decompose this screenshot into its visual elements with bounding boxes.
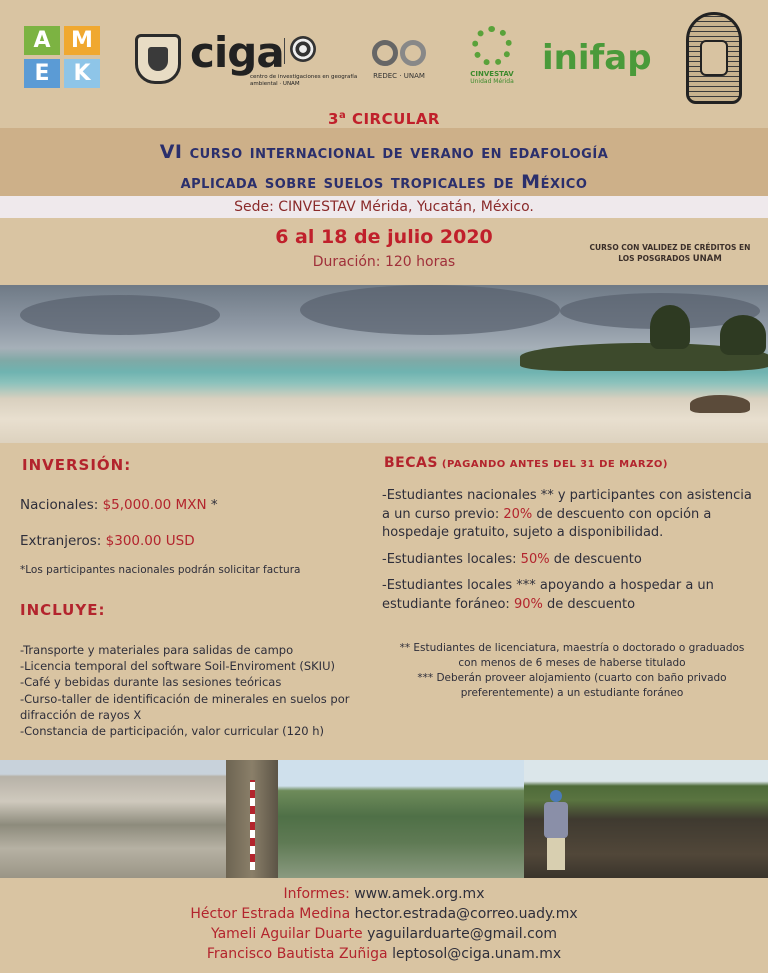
agave-field-photo [278, 760, 524, 878]
incluye-list [20, 642, 370, 739]
inifap-logo: inifap [542, 38, 652, 78]
becas-note-2: *** Deberán proveer alojamiento (cuarto con baño privado preferentemente) a un estudiante foráneo [417, 672, 727, 699]
field-worker-photo [524, 760, 768, 878]
amek-letter-m: M [64, 26, 100, 55]
beca-item: -Estudiantes locales *** apoyando a hospedar a un estudiante foráneo: 90% de descuento [382, 578, 714, 612]
palm-tree-shape [720, 315, 766, 355]
cinvestav-unit: Unidad Mérida [470, 78, 514, 85]
amek-logo [24, 26, 100, 88]
uady-face-icon [700, 40, 728, 76]
ciga-mark-icon [290, 36, 316, 62]
beca-item: -Estudiantes locales: 50% de descuento [382, 551, 642, 567]
credits-line-1: CURSO CON VALIDEZ DE CRÉDITOS EN [589, 243, 751, 252]
becas-list [382, 487, 762, 622]
website-link[interactable]: www.amek.org.mx [354, 886, 485, 902]
course-duration: Duración: 120 horas [312, 254, 456, 270]
contact-person: Francisco Bautista Zuñiga leptosol@ciga.unam.mx [206, 946, 562, 962]
email-link[interactable]: leptosol@ciga.unam.mx [387, 946, 562, 962]
inversion-heading: INVERSIÓN: [22, 456, 132, 474]
circular-band [0, 104, 768, 128]
sede-band [0, 196, 768, 218]
list-item: -Curso-taller de identificación de minerales en suelos por difracción de rayos X [20, 691, 350, 722]
sede-text: Sede: CINVESTAV Mérida, Yucatán, México. [234, 199, 534, 215]
amek-letter-k: K [64, 59, 100, 88]
email-link[interactable]: yaguilarduarte@gmail.com [362, 926, 558, 942]
becas-note-1: ** Estudiantes de licenciatura, maestría o doctorado o graduados con menos de 6 meses de haberse titulado [399, 642, 745, 669]
credits-note [580, 242, 760, 265]
beach-photo [0, 285, 768, 443]
price-extranjeros: Extranjeros: $300.00 USD [20, 533, 195, 549]
amek-letter-a: A [24, 26, 60, 55]
beca-item: -Estudiantes nacionales ** y participantes con asistencia a un curso previo: 20% de descuento con opción a hospedaje gratuito, sujeto a disponibilidad. [382, 488, 752, 540]
soil-outcrop-photo [0, 760, 226, 878]
incluye-heading: INCLUYE: [20, 601, 106, 619]
info-section [0, 443, 768, 760]
photo-strip [0, 760, 768, 878]
price-nacionales: Nacionales: $5,000.00 MXN * [20, 497, 218, 513]
redec-mark-icon [368, 38, 432, 68]
ciga-separator [284, 38, 285, 64]
ciga-wordmark: ciga [190, 28, 284, 77]
cloud-shape [20, 295, 220, 335]
ciga-logo [190, 28, 358, 88]
driftwood-shape [690, 395, 750, 413]
cinvestav-label [462, 70, 522, 86]
amek-letter-e: E [24, 59, 60, 88]
email-link[interactable]: hector.estrada@correo.uady.mx [350, 906, 578, 922]
cinvestav-name: CINVESTAV [470, 70, 514, 78]
logos-band [0, 0, 768, 104]
list-item: -Licencia temporal del software Soil-Enviroment (SKIU) [20, 659, 335, 674]
contact-person: Héctor Estrada Medina hector.estrada@correo.uady.mx [190, 906, 578, 922]
contact-person: Yameli Aguilar Duarte yaguilarduarte@gmail.com [210, 926, 558, 942]
cinvestav-mark-icon [472, 26, 512, 66]
palm-tree-shape [650, 305, 690, 349]
unam-seal-icon [135, 34, 181, 84]
cloud-shape [300, 285, 560, 335]
list-item: -Constancia de participación, valor curricular (120 h) [20, 724, 325, 739]
redec-logo [364, 38, 434, 84]
becas-heading: BECAS (PAGANDO ANTES DEL 31 DE MARZO) [384, 455, 668, 471]
dates-band [0, 218, 768, 284]
circular-label: 3$^a$ CIRCULAR [328, 110, 440, 128]
factura-note: *Los participantes nacionales podrán solicitar factura [20, 564, 301, 576]
becas-notes [392, 641, 752, 701]
soil-profile-photo [226, 760, 278, 878]
person-shape [542, 790, 570, 870]
list-item: -Transporte y materiales para salidas de campo [20, 643, 294, 657]
title-band [0, 128, 768, 196]
list-item: -Café y bebidas durante las sesiones teóricas [20, 675, 282, 690]
redec-label: REDEC · UNAM [373, 72, 425, 80]
contact-section [0, 878, 768, 973]
course-title-line-1: VI curso internacional de verano en edafología [159, 141, 609, 163]
ciga-subtitle: centro de investigaciones en geografía ambiental · UNAM [250, 74, 358, 87]
uady-shield-logo [686, 12, 742, 104]
cinvestav-logo [462, 26, 520, 92]
course-dates: 6 al 18 de julio 2020 [275, 226, 493, 248]
credits-line-2: LOS POSGRADOS UNAM [618, 254, 722, 264]
course-title-line-2: aplicada sobre suelos tropicales de México [180, 171, 588, 193]
informes-line: Informes: www.amek.org.mx [283, 886, 485, 902]
measuring-rod-shape [250, 780, 255, 870]
